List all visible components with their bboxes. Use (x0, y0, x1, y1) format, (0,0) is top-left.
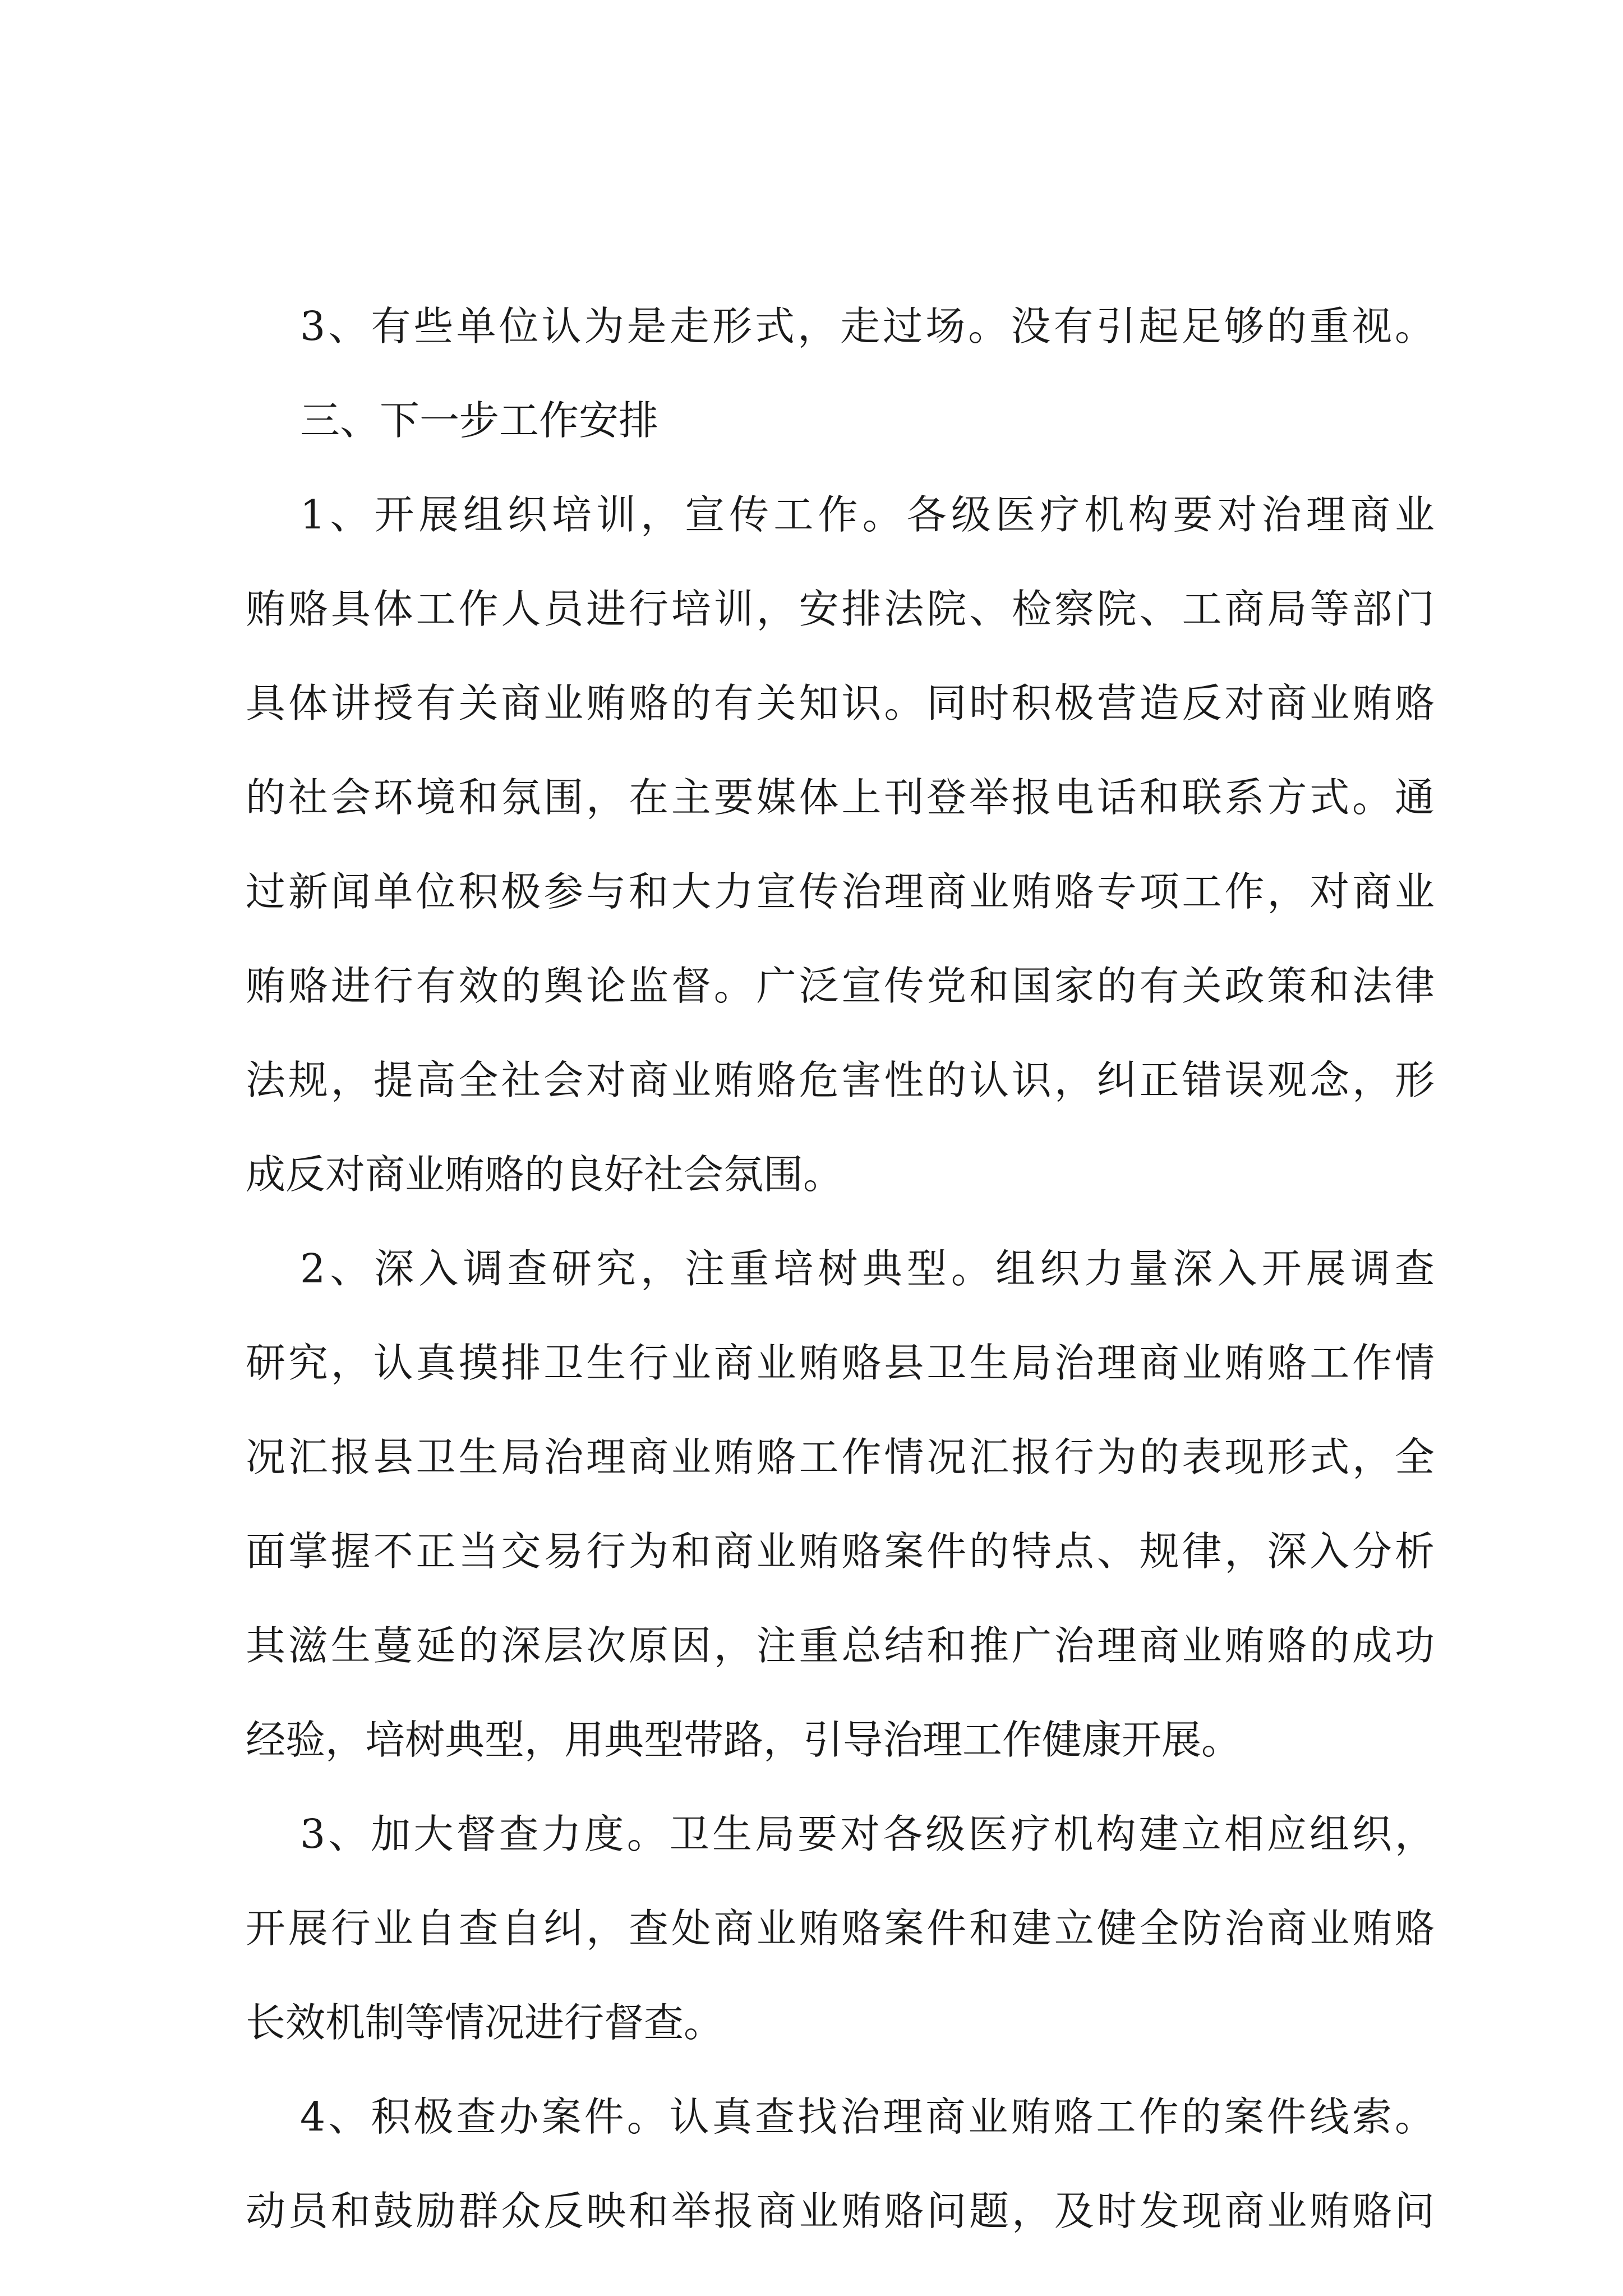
paragraph-line: 1、开展组织培训，宣传工作。各级医疗机构要对治理商业 (300, 491, 1435, 538)
paragraph-line: 3、加大督查力度。卫生局要对各级医疗机构建立相应组织， (300, 1811, 1435, 1857)
paragraph-line: 动员和鼓励群众反映和举报商业贿赂问题，及时发现商业贿赂问 (246, 2188, 1435, 2234)
paragraph-line: 具体讲授有关商业贿赂的有关知识。同时积极营造反对商业贿赂 (246, 680, 1435, 726)
paragraph-line: 2、深入调查研究，注重培树典型。组织力量深入开展调查 (300, 1245, 1435, 1292)
paragraph-line: 贿赂具体工作人员进行培训，安排法院、检察院、工商局等部门 (246, 586, 1435, 632)
paragraph-line: 法规，提高全社会对商业贿赂危害性的认识，纠正错误观念，形 (246, 1057, 1435, 1103)
paragraph-line: 3、有些单位认为是走形式，走过场。没有引起足够的重视。 (300, 303, 1435, 349)
paragraph-line: 成反对商业贿赂的良好社会氛围。 (246, 1151, 843, 1198)
paragraph-line: 长效机制等情况进行督查。 (246, 1999, 724, 2046)
section-heading: 三、下一步工作安排 (300, 397, 659, 444)
paragraph-line: 研究，认真摸排卫生行业商业贿赂县卫生局治理商业贿赂工作情 (246, 1340, 1435, 1386)
paragraph-line: 面掌握不正当交易行为和商业贿赂案件的特点、规律，深入分析 (246, 1528, 1435, 1575)
paragraph-line: 开展行业自查自纠，查处商业贿赂案件和建立健全防治商业贿赂 (246, 1905, 1435, 1952)
paragraph-line: 况汇报县卫生局治理商业贿赂工作情况汇报行为的表现形式，全 (246, 1434, 1435, 1480)
paragraph-line: 贿赂进行有效的舆论监督。广泛宣传党和国家的有关政策和法律 (246, 963, 1435, 1009)
paragraph-line: 过新闻单位积极参与和大力宣传治理商业贿赂专项工作，对商业 (246, 868, 1435, 915)
paragraph-line: 的社会环境和氛围，在主要媒体上刊登举报电话和联系方式。通 (246, 774, 1435, 821)
paragraph-line: 4、积极查办案件。认真查找治理商业贿赂工作的案件线索。 (300, 2093, 1435, 2140)
paragraph-line: 其滋生蔓延的深层次原因，注重总结和推广治理商业贿赂的成功 (246, 1622, 1435, 1669)
paragraph-line: 经验，培树典型，用典型带路，引导治理工作健康开展。 (246, 1717, 1242, 1763)
